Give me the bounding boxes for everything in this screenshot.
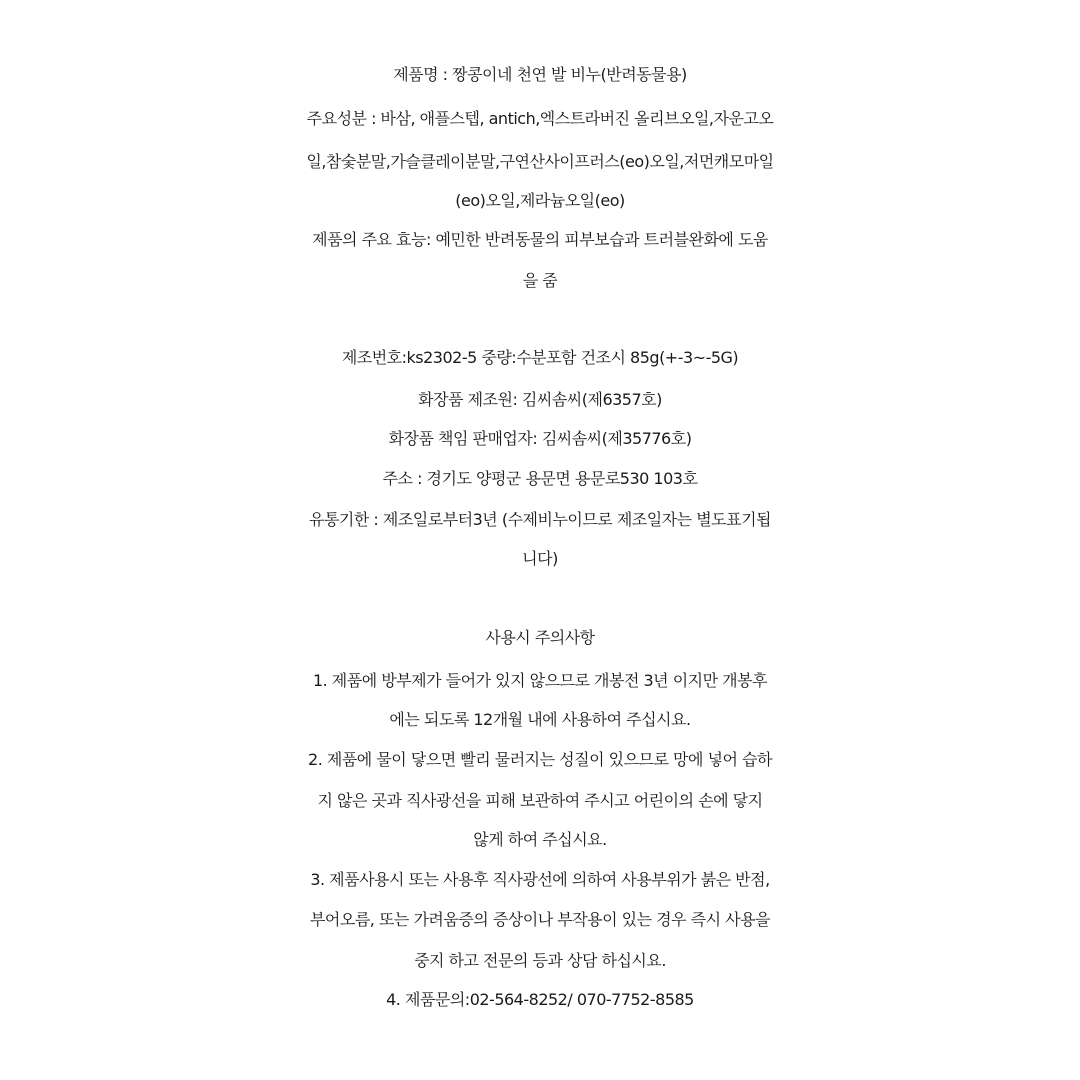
caution-1-line-1: 1. 제품에 방부제가 들어가 있지 않으므로 개봉전 3년 이지만 개봉후 <box>312 671 768 690</box>
ingredients-line-3: (eo)오일,제라늄오일(eo) <box>455 191 625 210</box>
ingredients-line-2: 일,참숯분말,가슬클레이분말,구연산사이프러스(eo)오일,저먼캐모마일 <box>306 152 774 171</box>
caution-1-line-2: 에는 되도록 12개월 내에 사용하여 주십시요. <box>389 710 691 729</box>
effect-line-1: 제품의 주요 효능: 예민한 반려동물의 피부보습과 트러블완화에 도움 <box>312 230 768 249</box>
ingredients-line-1: 주요성분 : 바삼, 애플스텝, antich,엑스트라버진 올리브오일,자운고오 <box>306 109 774 128</box>
expiry-line-2: 니다) <box>522 549 558 568</box>
caution-3-line-3: 중지 하고 전문의 등과 상담 하십시요. <box>414 951 666 970</box>
caution-2-line-1: 2. 제품에 물이 닿으면 빨리 물러지는 성질이 있으므로 망에 넣어 습하 <box>308 750 772 769</box>
product-name: 제품명 : 짱콩이네 천연 발 비누(반려동물용) <box>393 65 687 84</box>
caution-3-line-2: 부어오름, 또는 가려움증의 증상이나 부작용이 있는 경우 즉시 사용을 <box>309 910 771 929</box>
effect-line-2: 을 줌 <box>522 271 558 290</box>
responsible-seller: 화장품 책임 판매업자: 김씨솜씨(제35776호) <box>388 429 692 448</box>
caution-3-line-1: 3. 제품사용시 또는 사용후 직사광선에 의하여 사용부위가 붉은 반점, <box>310 870 770 889</box>
address: 주소 : 경기도 양평군 용문면 용문로530 103호 <box>382 469 698 488</box>
batch-weight: 제조번호:ks2302-5 중량:수분포함 건조시 85g(+-3~-5G) <box>341 348 739 367</box>
caution-4-contact: 4. 제품문의:02-564-8252/ 070-7752-8585 <box>386 990 694 1009</box>
caution-2-line-3: 않게 하여 주십시요. <box>473 830 607 849</box>
expiry-line-1: 유통기한 : 제조일로부터3년 (수제비누이므로 제조일자는 별도표기됩 <box>308 510 771 529</box>
cautions-heading: 사용시 주의사항 <box>485 628 595 647</box>
caution-2-line-2: 지 않은 곳과 직사광선을 피해 보관하여 주시고 어린이의 손에 닿지 <box>317 791 763 810</box>
manufacturer: 화장품 제조원: 김씨솜씨(제6357호) <box>418 390 662 409</box>
